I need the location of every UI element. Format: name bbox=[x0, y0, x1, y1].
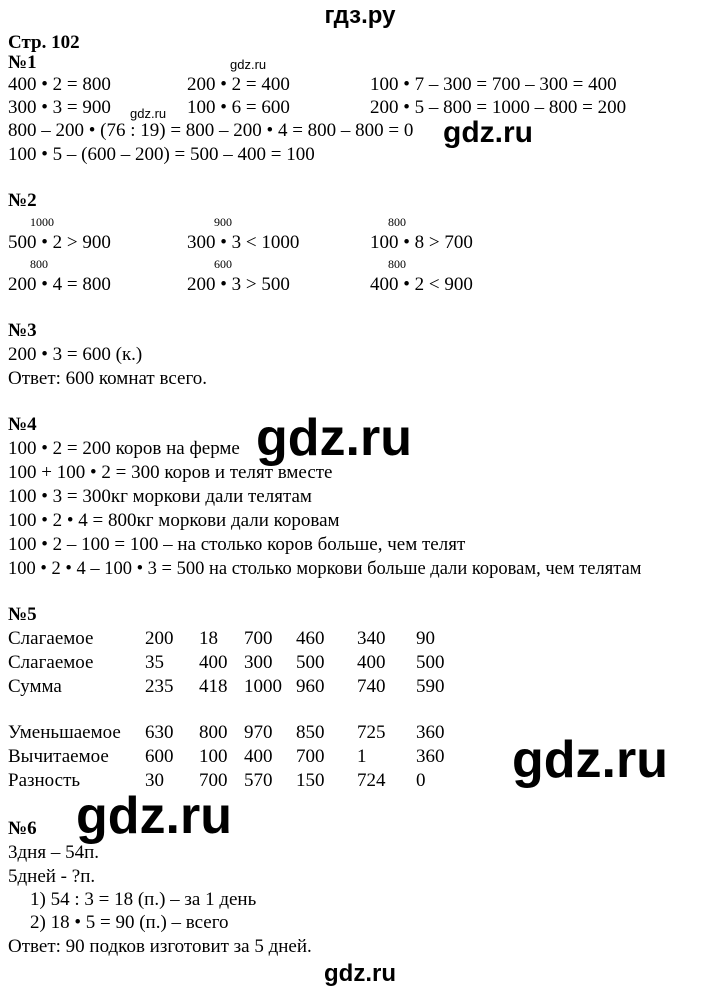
task-6-answer: Ответ: 90 подков изготовит за 5 дней. bbox=[8, 936, 312, 957]
watermark: gdz.ru bbox=[130, 106, 167, 121]
table-cell: 100 bbox=[199, 746, 228, 767]
task-1-row2-col3: 200 • 5 – 800 = 1000 – 800 = 200 bbox=[370, 97, 627, 118]
table-row-label: Слагаемое bbox=[8, 652, 94, 673]
table-cell: 360 bbox=[416, 722, 445, 743]
task-1-title: №1 bbox=[8, 52, 37, 73]
task-6-step: 1) 54 : 3 = 18 (п.) – за 1 день bbox=[30, 889, 257, 910]
task-2-note: 800 bbox=[388, 257, 406, 271]
table-row-label: Уменьшаемое bbox=[8, 722, 121, 743]
task-2-row1-col1: 500 • 2 > 900 bbox=[8, 232, 111, 253]
task-2-note: 1000 bbox=[30, 215, 54, 229]
table-cell: 1000 bbox=[244, 676, 282, 697]
task-6-line: 3дня – 54п. bbox=[8, 842, 99, 863]
table-cell: 600 bbox=[145, 746, 174, 767]
table-cell: 0 bbox=[416, 770, 426, 791]
task-1-line3: 800 – 200 • (76 : 19) = 800 – 200 • 4 = 800 – 800 = 0 bbox=[8, 120, 414, 141]
task-2-note: 800 bbox=[388, 215, 406, 229]
table-cell: 360 bbox=[416, 746, 445, 767]
table-cell: 1 bbox=[357, 746, 367, 767]
table-cell: 725 bbox=[357, 722, 386, 743]
page-title: Стр. 102 bbox=[8, 32, 80, 53]
task-2-row2-col3: 400 • 2 < 900 bbox=[370, 274, 473, 295]
table-cell: 400 bbox=[357, 652, 386, 673]
table-cell: 400 bbox=[244, 746, 273, 767]
table-cell: 740 bbox=[357, 676, 386, 697]
task-6-title: №6 bbox=[8, 818, 37, 839]
table-cell: 18 bbox=[199, 628, 218, 649]
watermark: gdz.ru bbox=[230, 57, 267, 72]
task-2-row1-col2: 300 • 3 < 1000 bbox=[187, 232, 300, 253]
task-4-line: 100 • 2 • 4 = 800кг моркови дали коровам bbox=[8, 510, 340, 531]
table-row-label: Разность bbox=[8, 770, 81, 791]
task-1-row2-col2: 100 • 6 = 600 bbox=[187, 97, 290, 118]
table-cell: 500 bbox=[296, 652, 325, 673]
task-2-row2-col1: 200 • 4 = 800 bbox=[8, 274, 111, 295]
task-1-row1-col2: 200 • 2 = 400 bbox=[187, 74, 290, 95]
task-4-line: 100 • 2 – 100 = 100 – на столько коров больше, чем телят bbox=[8, 534, 466, 555]
table-cell: 970 bbox=[244, 722, 273, 743]
site-footer: gdz.ru bbox=[324, 960, 396, 987]
watermark: gdz.ru bbox=[443, 116, 533, 149]
task-2-row2-col2: 200 • 3 > 500 bbox=[187, 274, 290, 295]
task-3-answer: Ответ: 600 комнат всего. bbox=[8, 368, 208, 389]
table-cell: 850 bbox=[296, 722, 325, 743]
table-cell: 200 bbox=[145, 628, 174, 649]
table-cell: 700 bbox=[244, 628, 273, 649]
task-1-row1-col3: 100 • 7 – 300 = 700 – 300 = 400 bbox=[370, 74, 617, 95]
task-4-title: №4 bbox=[8, 414, 37, 435]
table-cell: 35 bbox=[145, 652, 164, 673]
table-row-label: Слагаемое bbox=[8, 628, 94, 649]
task-1-row1-col1: 400 • 2 = 800 bbox=[8, 74, 111, 95]
table-cell: 590 bbox=[416, 676, 445, 697]
table-cell: 800 bbox=[199, 722, 228, 743]
table-cell: 150 bbox=[296, 770, 325, 791]
table-cell: 90 bbox=[416, 628, 435, 649]
table-cell: 630 bbox=[145, 722, 174, 743]
table-row-label: Вычитаемое bbox=[8, 746, 109, 767]
table-cell: 418 bbox=[199, 676, 228, 697]
site-header: гдз.ру bbox=[324, 2, 396, 29]
table-cell: 460 bbox=[296, 628, 325, 649]
task-3-line: 200 • 3 = 600 (к.) bbox=[8, 344, 143, 365]
watermark: gdz.ru bbox=[512, 731, 668, 789]
table-cell: 300 bbox=[244, 652, 273, 673]
task-4-line: 100 • 2 = 200 коров на ферме bbox=[8, 438, 240, 459]
task-1-line4: 100 • 5 – (600 – 200) = 500 – 400 = 100 bbox=[8, 144, 315, 165]
table-cell: 340 bbox=[357, 628, 386, 649]
task-6-line: 5дней - ?п. bbox=[8, 866, 96, 887]
task-3-title: №3 bbox=[8, 320, 37, 341]
task-1-row2-col1: 300 • 3 = 900 bbox=[8, 97, 111, 118]
table-cell: 570 bbox=[244, 770, 273, 791]
task-2-note: 900 bbox=[214, 215, 232, 229]
task-5-title: №5 bbox=[8, 604, 37, 625]
table-cell: 960 bbox=[296, 676, 325, 697]
task-4-line: 100 • 2 • 4 – 100 • 3 = 500 на столько моркови больше дали коровам, чем телятам bbox=[8, 559, 642, 579]
task-6-step: 2) 18 • 5 = 90 (п.) – всего bbox=[30, 912, 229, 933]
task-4-line: 100 • 3 = 300кг моркови дали телятам bbox=[8, 486, 312, 507]
table-cell: 500 bbox=[416, 652, 445, 673]
watermark: gdz.ru bbox=[256, 409, 412, 467]
table-cell: 700 bbox=[199, 770, 228, 791]
table-cell: 30 bbox=[145, 770, 164, 791]
task-4-line: 100 + 100 • 2 = 300 коров и телят вместе bbox=[8, 462, 333, 483]
table-cell: 700 bbox=[296, 746, 325, 767]
task-2-row1-col3: 100 • 8 > 700 bbox=[370, 232, 473, 253]
task-2-note: 600 bbox=[214, 257, 232, 271]
table-cell: 235 bbox=[145, 676, 174, 697]
table-cell: 724 bbox=[357, 770, 386, 791]
watermark: gdz.ru bbox=[76, 787, 232, 845]
task-2-note: 800 bbox=[30, 257, 48, 271]
task-2-title: №2 bbox=[8, 190, 37, 211]
table-cell: 400 bbox=[199, 652, 228, 673]
table-row-label: Сумма bbox=[8, 676, 62, 697]
